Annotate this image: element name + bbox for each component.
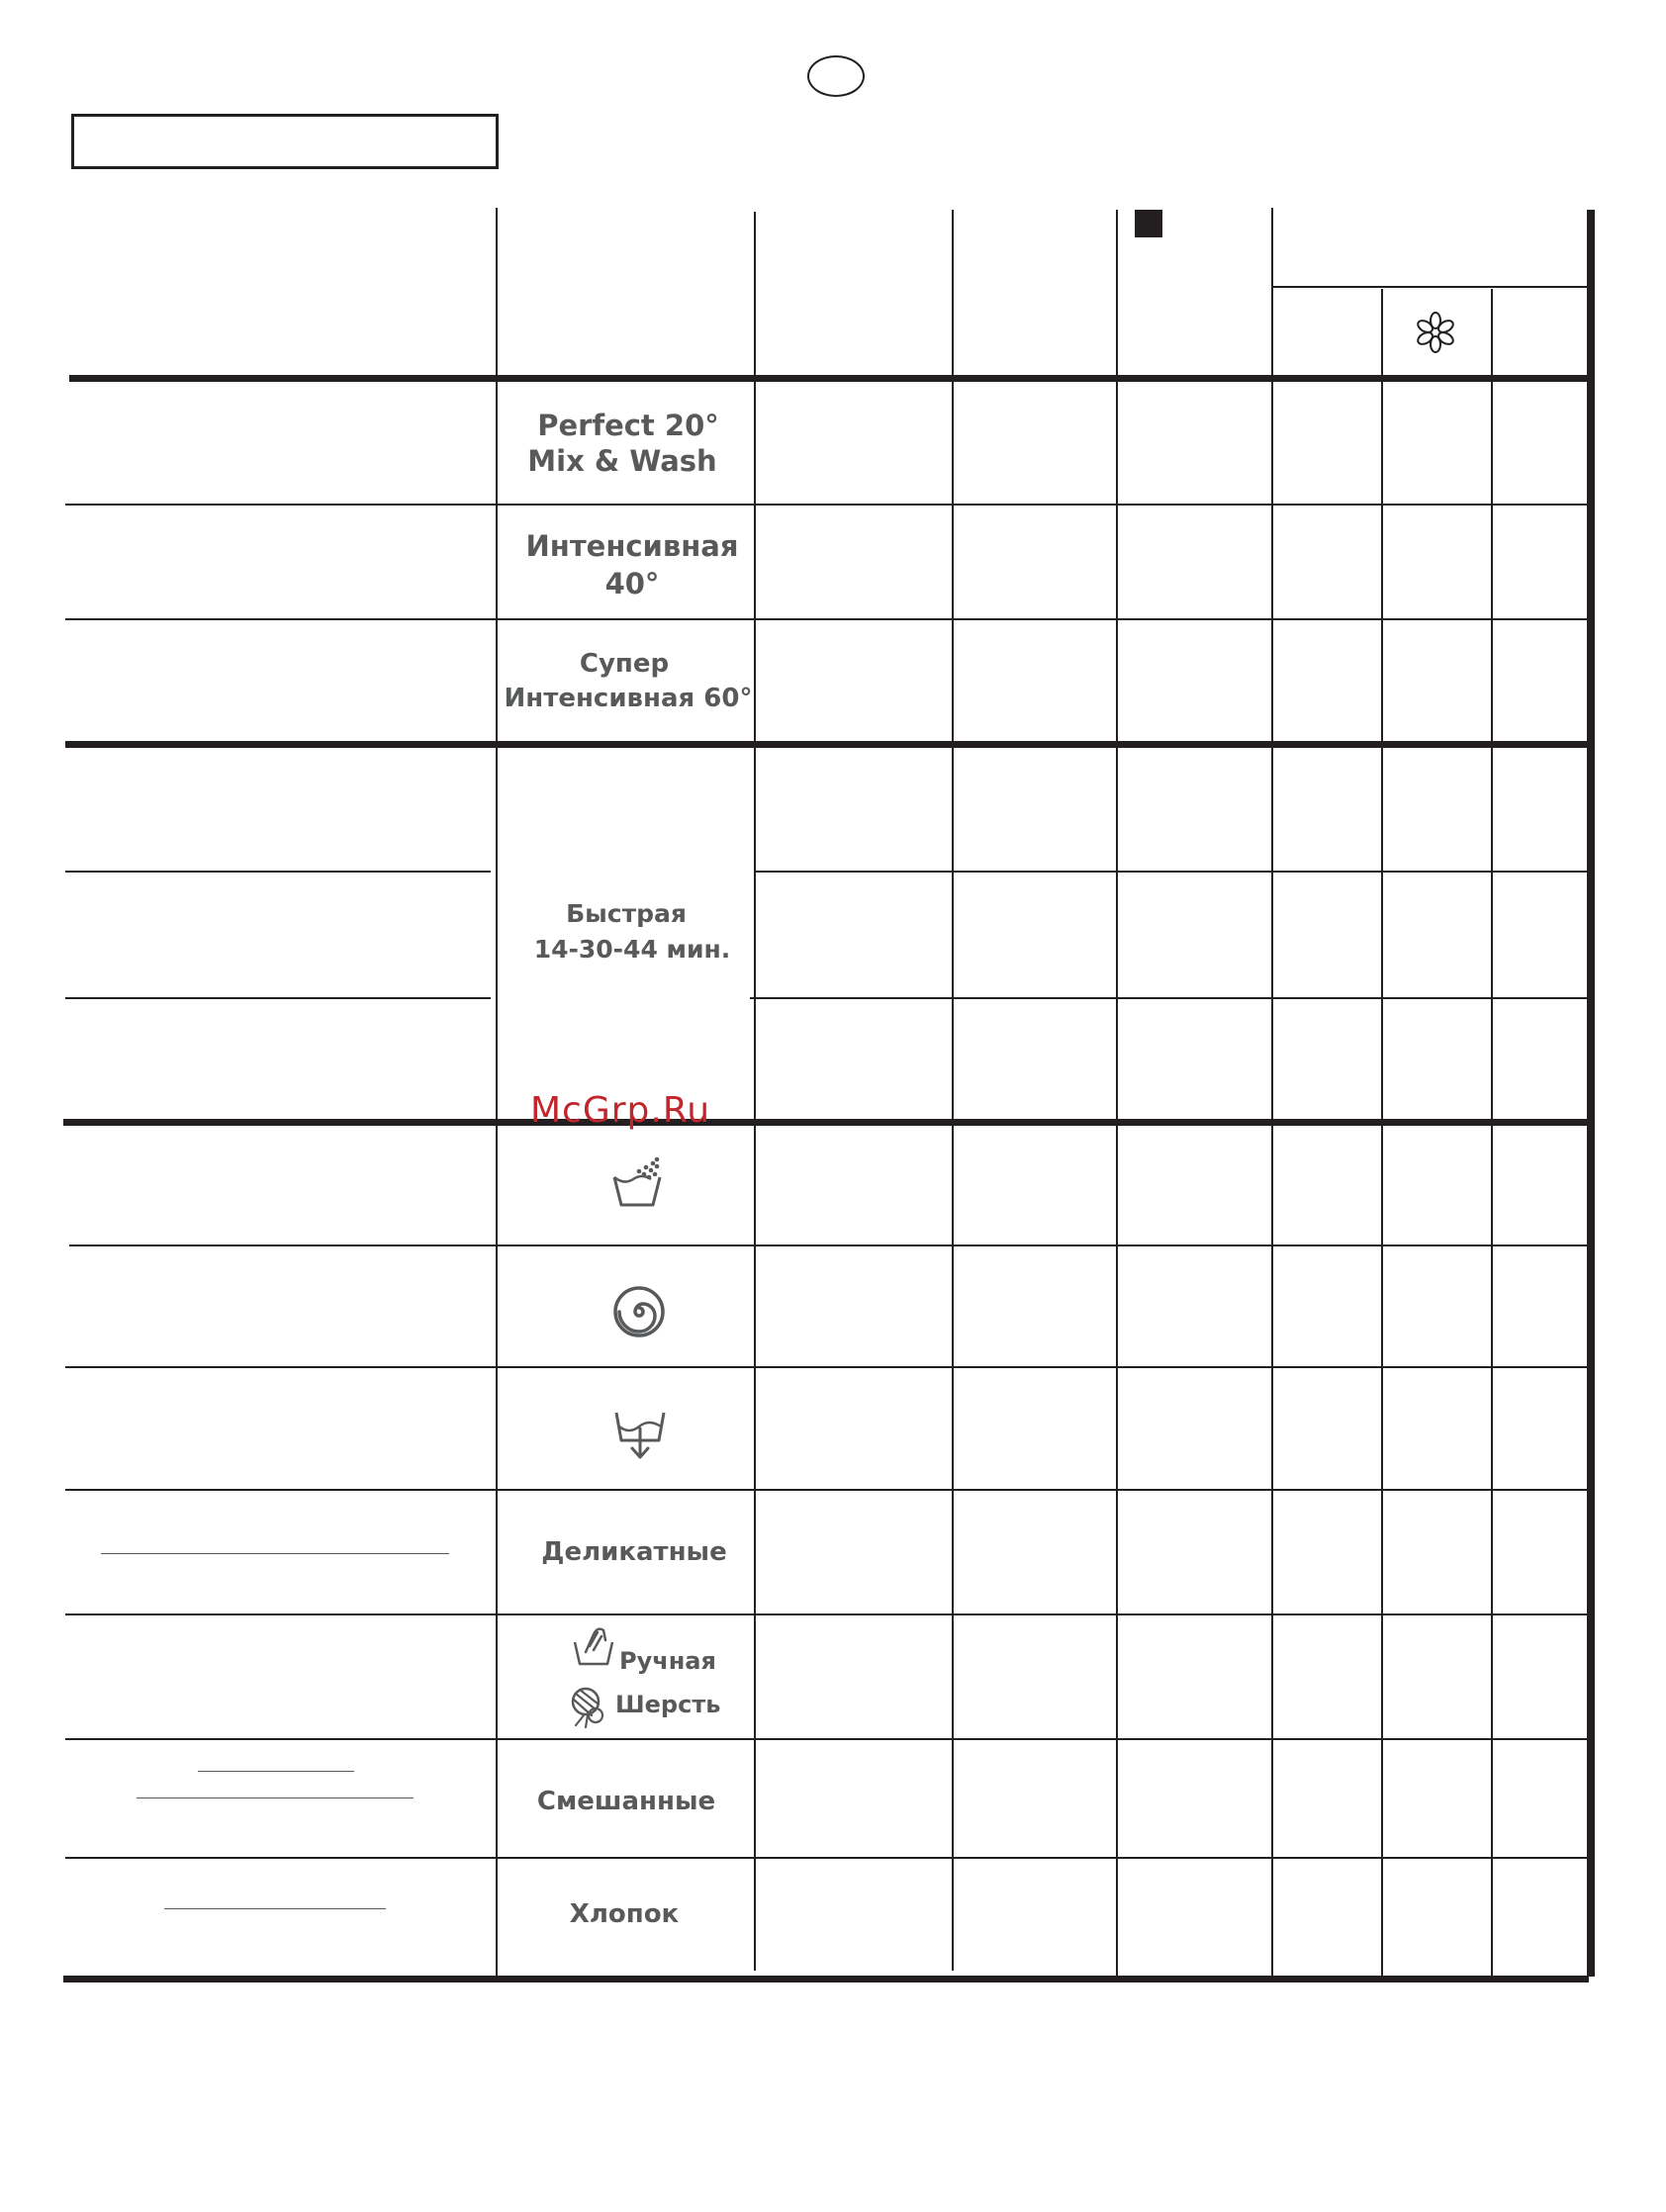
col-rule [1271, 208, 1273, 1977]
program-mixed [497, 1786, 756, 1818]
hand-wash-icon [572, 1622, 615, 1668]
row-rule [65, 1738, 1589, 1740]
wool-icon [564, 1680, 613, 1729]
language-badge [807, 55, 865, 97]
program-label-line1: Смешанные [536, 1787, 716, 1816]
spin-icon [611, 1284, 667, 1339]
row-rule [65, 871, 491, 873]
row-rule [750, 997, 1589, 999]
row-rule [65, 504, 1589, 506]
drain-icon [613, 1405, 667, 1464]
col-rule [1381, 289, 1383, 1977]
section-rule-2 [63, 1119, 1587, 1126]
text-underline [198, 1771, 354, 1772]
rinse-icon [609, 1155, 665, 1211]
row-rule [65, 1489, 1589, 1491]
program-intensive-40 [499, 528, 758, 602]
table-bottom-rule [63, 1976, 1589, 1982]
hand-wash-label: Ручная [619, 1647, 716, 1675]
program-label-line2: 40° [604, 566, 660, 600]
col-rule [1491, 289, 1493, 1977]
header-subrule [1272, 286, 1589, 288]
program-label-line1: Быстрая [566, 899, 687, 928]
program-cotton [495, 1898, 754, 1931]
wool-label: Шерсть [615, 1691, 721, 1718]
row-rule [65, 1857, 1589, 1859]
row-rule [65, 997, 491, 999]
col-rule [952, 210, 954, 1971]
program-label-line2: Mix & Wash [527, 444, 717, 479]
program-label-line2: Интенсивная 60° [504, 684, 753, 714]
row-rule [65, 618, 1589, 620]
row-rule [65, 1613, 1589, 1615]
text-underline [164, 1908, 386, 1909]
program-label-line1: Супер [579, 649, 670, 679]
program-delicates [505, 1536, 764, 1569]
program-label-line1: Деликатные [541, 1537, 727, 1567]
program-quick [499, 896, 758, 968]
program-label-line1: Интенсивная [525, 529, 739, 563]
program-label-line2: 14-30-44 мин. [533, 935, 731, 965]
program-label-line1: Perfect 20° [537, 409, 719, 442]
program-perfect-20 [499, 408, 758, 480]
text-underline [137, 1797, 414, 1798]
col-rule [1116, 210, 1118, 1977]
flower-icon [1415, 312, 1456, 353]
watermark: McGrp.Ru [530, 1090, 711, 1131]
section-rule-1 [65, 741, 1593, 748]
program-super-intensive-60 [499, 647, 758, 716]
title-box [71, 114, 499, 169]
row-rule [754, 871, 1589, 873]
text-underline [101, 1553, 449, 1554]
row-rule [65, 1366, 1589, 1368]
row-rule [69, 1244, 1589, 1246]
filled-square-icon [1135, 210, 1162, 237]
program-label-line1: Хлопок [569, 1899, 680, 1929]
table-right-border [1587, 210, 1595, 1977]
header-bottom-rule [69, 375, 1593, 382]
